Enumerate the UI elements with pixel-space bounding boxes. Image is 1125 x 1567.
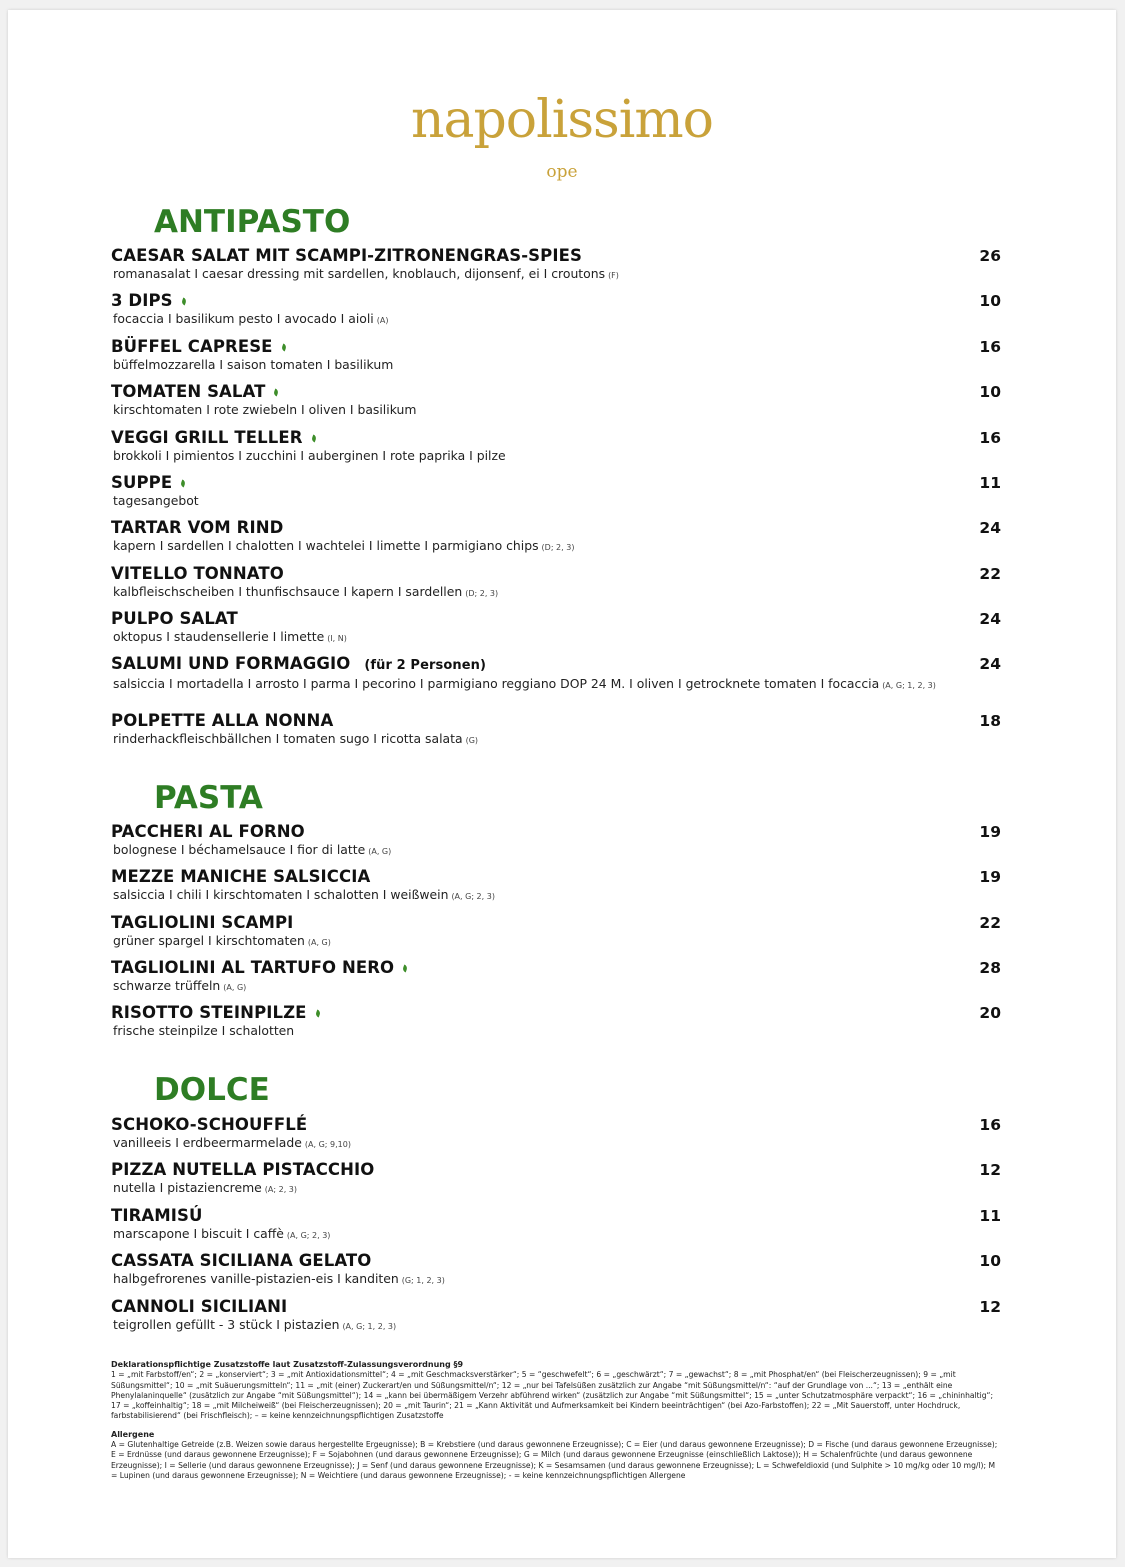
menu-item-allergens: (A, G) bbox=[223, 983, 247, 992]
menu-item-price: 16 bbox=[979, 338, 1001, 356]
menu-item-title-line bbox=[111, 1160, 1001, 1180]
menu-item-name: PACCHERI AL FORNO bbox=[111, 822, 305, 841]
menu-item bbox=[111, 711, 1001, 748]
menu-item bbox=[111, 1251, 1001, 1288]
leaf-icon bbox=[280, 344, 286, 352]
menu-item bbox=[111, 564, 1001, 601]
menu-item-title-line bbox=[111, 711, 1001, 731]
menu-item-title-line bbox=[111, 518, 1001, 538]
menu-item-price: 26 bbox=[979, 247, 1001, 265]
menu-item-name: VEGGI GRILL TELLER bbox=[111, 428, 303, 447]
menu-item-price: 20 bbox=[979, 1004, 1001, 1022]
menu-item-description: romanasalat I caesar dressing mit sardellen, knoblauch, dijonsenf, ei I croutons bbox=[113, 266, 606, 281]
menu-item-price: 12 bbox=[979, 1161, 1001, 1179]
leaf-icon bbox=[310, 435, 316, 443]
menu-item-price: 10 bbox=[979, 383, 1001, 401]
menu-item-description: kapern I sardellen I chalotten I wachtelei I limette I parmigiano chips bbox=[113, 538, 539, 553]
menu-item-name: TAGLIOLINI AL TARTUFO NERO bbox=[111, 958, 395, 977]
menu-item bbox=[111, 1297, 1001, 1334]
menu-item-description-line bbox=[113, 357, 943, 372]
menu-item-name: POLPETTE ALLA NONNA bbox=[111, 711, 334, 730]
menu-item-title-line bbox=[111, 822, 1001, 842]
additives-title: Deklarationspflichtige Zusatzstoffe laut Zusatzstoff-Zulassungsverordnung §9 bbox=[111, 1360, 464, 1369]
menu-item-price: 10 bbox=[979, 1252, 1001, 1270]
menu-page bbox=[8, 10, 1116, 1558]
menu-item-name: PULPO SALAT bbox=[111, 609, 238, 628]
menu-item-title-line bbox=[111, 382, 1001, 402]
menu-item-title-line bbox=[111, 1251, 1001, 1271]
menu-item bbox=[111, 822, 1001, 859]
menu-item-description: halbgefrorenes vanille-pistazien-eis I kanditen bbox=[113, 1271, 399, 1286]
menu-item-allergens: (A, G) bbox=[307, 938, 331, 947]
menu-item-price: 28 bbox=[979, 959, 1001, 977]
menu-item-allergens: (D; 2, 3) bbox=[465, 589, 499, 598]
menu-item-price: 11 bbox=[979, 1207, 1001, 1225]
menu-item-description-line bbox=[113, 1226, 943, 1243]
menu-item-name: TOMATEN SALAT bbox=[111, 382, 266, 401]
menu-item bbox=[111, 654, 1001, 693]
menu-item-name: SUPPE bbox=[111, 473, 173, 492]
menu-item-price: 11 bbox=[979, 474, 1001, 492]
menu-item-title-line bbox=[111, 609, 1001, 629]
menu-item bbox=[111, 913, 1001, 950]
menu-item-name: PIZZA NUTELLA PISTACCHIO bbox=[111, 1160, 375, 1179]
menu-item-title-line bbox=[111, 564, 1001, 584]
menu-item-price: 16 bbox=[979, 429, 1001, 447]
menu-item-title-line bbox=[111, 1115, 1001, 1135]
menu-item-note: (für 2 Personen) bbox=[364, 658, 487, 673]
menu-item-name: 3 DIPS bbox=[111, 291, 173, 310]
menu-item-title-line bbox=[111, 246, 1001, 266]
menu-item-title-line bbox=[111, 291, 1001, 311]
section-title: ANTIPASTO bbox=[154, 204, 351, 240]
menu-item-title-line bbox=[111, 1297, 1001, 1317]
menu-item-allergens: (A, G; 1, 2, 3) bbox=[882, 681, 936, 690]
menu-item-price: 10 bbox=[979, 292, 1001, 310]
menu-item-title-line bbox=[111, 428, 1001, 448]
menu-item-price: 19 bbox=[979, 823, 1001, 841]
leaf-icon bbox=[314, 1010, 320, 1018]
menu-item-name: VITELLO TONNATO bbox=[111, 564, 284, 583]
menu-item bbox=[111, 1115, 1001, 1152]
menu-item-description-line bbox=[113, 842, 943, 859]
menu-item-description: salsiccia I chili I kirschtomaten I schalotten I weißwein bbox=[113, 887, 449, 902]
menu-item-description-line bbox=[113, 629, 943, 646]
menu-item-allergens: (A, G; 9,10) bbox=[304, 1140, 351, 1149]
menu-item bbox=[111, 1003, 1001, 1038]
menu-item-title-line bbox=[111, 337, 1001, 357]
menu-item-title-line bbox=[111, 654, 1001, 676]
menu-item bbox=[111, 1206, 1001, 1243]
menu-item-allergens: (G) bbox=[465, 736, 479, 745]
menu-item bbox=[111, 609, 1001, 646]
menu-item-allergens: (D; 2, 3) bbox=[541, 543, 575, 552]
menu-item-description: büffelmozzarella I saison tomaten I basilikum bbox=[113, 357, 394, 372]
menu-item-description-line bbox=[113, 402, 943, 417]
menu-item-description-line bbox=[113, 1180, 943, 1197]
menu-item-name: CAESAR SALAT MIT SCAMPI-ZITRONENGRAS-SPIES bbox=[111, 246, 582, 265]
menu-item bbox=[111, 958, 1001, 995]
leaf-icon bbox=[180, 480, 186, 488]
menu-item-name: CANNOLI SICILIANI bbox=[111, 1297, 288, 1316]
menu-item-description-line bbox=[113, 266, 943, 283]
menu-item-allergens: (A; 2, 3) bbox=[264, 1185, 298, 1194]
menu-item-title-line bbox=[111, 867, 1001, 887]
menu-item-description-line bbox=[113, 493, 943, 508]
menu-item-description: nutella I pistaziencreme bbox=[113, 1180, 262, 1195]
menu-item-description: bolognese I béchamelsauce I fior di latte bbox=[113, 842, 366, 857]
menu-item-description-line bbox=[113, 1023, 943, 1038]
menu-item-name: BÜFFEL CAPRESE bbox=[111, 337, 273, 356]
menu-item-title-line bbox=[111, 1206, 1001, 1226]
menu-item-price: 24 bbox=[979, 519, 1001, 537]
menu-item-description: tagesangebot bbox=[113, 493, 199, 508]
menu-item-description-line bbox=[113, 978, 943, 995]
menu-item-description: salsiccia I mortadella I arrosto I parma I pecorino I parmigiano reggiano DOP 24 M. I oliven I getrocknete tomaten I focaccia bbox=[113, 676, 880, 691]
menu-item-description-line bbox=[113, 676, 943, 693]
menu-item-description-line bbox=[113, 311, 943, 328]
section-title: DOLCE bbox=[154, 1072, 270, 1108]
allergens-text: A = Glutenhaltige Getreide (z.B. Weizen sowie daraus hergestellte Ergeugnisse); B = Krebstiere (und daraus gewonnene Erzeugnisse); C = Eier (und daraus gewonnene Erzeugnisse); D = Fische (und daraus gewonnene Erzeugnisse); E = Erdnüsse (und daraus gewonnene Erzeugnisse); F = Sojabohnen (und daraus gewonnene Erzeugnisse); G = Milch (und daraus gewonnene Erzeugnisse (einschließlich Laktose)); H = Schalenfrüchte (und daraus gewonnene Erzeugnisse); I = Sellerie (und daraus gewonnene Erzeugnisse); J = Senf (und daraus gewonnene Erzeugnisse); K = Sesamsamen (und daraus gewonnene Erzeugnisse); L = Schwefeldioxid (und Sulphite > 10 mg/kg oder 10 mg/l); M = Lupinen (und daraus gewonnene Erzeugnisse); N = Weichtiere (und daraus gewonnene Erzeugnisse); - = keine kennzeichnungspflichtigen Allergene bbox=[111, 1440, 998, 1480]
menu-item-price: 22 bbox=[979, 914, 1001, 932]
menu-item-allergens: (G; 1, 2, 3) bbox=[401, 1276, 445, 1285]
menu-item-description: brokkoli I pimientos I zucchini I auberginen I rote paprika I pilze bbox=[113, 448, 506, 463]
menu-item-description: kirschtomaten I rote zwiebeln I oliven I basilikum bbox=[113, 402, 417, 417]
leaf-icon bbox=[181, 298, 187, 306]
menu-item bbox=[111, 382, 1001, 417]
allergens-title: Allergene bbox=[111, 1429, 155, 1439]
menu-item-price: 24 bbox=[979, 610, 1001, 628]
menu-item bbox=[111, 473, 1001, 508]
menu-item-name: TARTAR VOM RIND bbox=[111, 518, 284, 537]
menu-item-price: 19 bbox=[979, 868, 1001, 886]
menu-item-name: TAGLIOLINI SCAMPI bbox=[111, 913, 294, 932]
legal-notes bbox=[111, 1360, 1001, 1481]
menu-item-allergens: (A, G; 2, 3) bbox=[286, 1231, 331, 1240]
menu-item-description: focaccia I basilikum pesto I avocado I aioli bbox=[113, 311, 374, 326]
menu-item-price: 24 bbox=[979, 655, 1001, 673]
menu-item-allergens: (A, G; 1, 2, 3) bbox=[342, 1322, 397, 1331]
menu-item-description: frische steinpilze I schalotten bbox=[113, 1023, 295, 1038]
menu-item-price: 12 bbox=[979, 1298, 1001, 1316]
menu-item bbox=[111, 518, 1001, 555]
menu-item-allergens: (A) bbox=[376, 316, 389, 325]
menu-item-description-line bbox=[113, 887, 943, 904]
menu-item-title-line bbox=[111, 913, 1001, 933]
menu-item-price: 16 bbox=[979, 1116, 1001, 1134]
menu-item-description: teigrollen gefüllt - 3 stück I pistazien bbox=[113, 1317, 340, 1332]
menu-item-description: vanilleeis I erdbeermarmelade bbox=[113, 1135, 302, 1150]
menu-item-price: 22 bbox=[979, 565, 1001, 583]
menu-item-description: grüner spargel I kirschtomaten bbox=[113, 933, 305, 948]
menu-item-description: kalbfleischscheiben I thunfischsauce I kapern I sardellen bbox=[113, 584, 463, 599]
menu-item-description: oktopus I staudensellerie I limette bbox=[113, 629, 325, 644]
menu-item-description-line bbox=[113, 731, 943, 748]
menu-item bbox=[111, 337, 1001, 372]
menu-item-description-line bbox=[113, 584, 943, 601]
section-title: PASTA bbox=[154, 780, 263, 816]
leaf-icon bbox=[273, 389, 279, 397]
menu-item bbox=[111, 1160, 1001, 1197]
menu-item-price: 18 bbox=[979, 712, 1001, 730]
menu-item bbox=[111, 246, 1001, 283]
menu-item-description-line bbox=[113, 448, 943, 463]
menu-item-name: MEZZE MANICHE SALSICCIA bbox=[111, 867, 371, 886]
menu-item-description-line bbox=[113, 1135, 943, 1152]
brand-logo: napolissimo bbox=[411, 90, 713, 150]
menu-item-name: CASSATA SICILIANA GELATO bbox=[111, 1251, 372, 1270]
menu-item bbox=[111, 291, 1001, 328]
brand-subtitle: ope bbox=[546, 162, 578, 182]
menu-item bbox=[111, 867, 1001, 904]
menu-item-description: marscapone I biscuit I caffè bbox=[113, 1226, 284, 1241]
menu-item-allergens: (A, G) bbox=[368, 847, 392, 856]
menu-item-title-line bbox=[111, 1003, 1001, 1023]
menu-item-name: SALUMI UND FORMAGGIO bbox=[111, 654, 351, 673]
menu-item-title-line bbox=[111, 958, 1001, 978]
menu-item-description: schwarze trüffeln bbox=[113, 978, 221, 993]
menu-item-allergens: (F) bbox=[608, 271, 619, 280]
menu-item-description-line bbox=[113, 933, 943, 950]
menu-item-allergens: (A, G; 2, 3) bbox=[451, 892, 495, 901]
menu-item-description-line bbox=[113, 538, 943, 555]
menu-item-description-line bbox=[113, 1271, 943, 1288]
leaf-icon bbox=[402, 965, 408, 973]
menu-item bbox=[111, 428, 1001, 463]
menu-item-name: SCHOKO-SCHOUFFLÉ bbox=[111, 1115, 308, 1134]
additives-text: 1 = „mit Farbstoff/en“; 2 = „konserviert“; 3 = „mit Antioxidationsmittel“; 4 = „mit Geschmacksverstärker“; 5 = “geschwefelt“; 6 = „geschwärzt“; 7 = „gewachst“; 8 = „mit Phosphat/en“ (bei Fleischerzeugnissen); 9 = „mit Süßungsmittel“; 10 = „mit Suäuerungsmitteln“; 11 = „mit (einer) Zuckerart/en und Süßungsmittel/n“; 12 = „nur bei Tafelsüßen zusätzlich zur Angabe “mit Süßungsmittel/n“: “auf der Grundlage von ...“; 13 = „enthält eine Phenylalaninquelle“ (zusätzlich zur Angabe “mit Süßungsmittel“); 14 = „kann bei übermäßigem Verzehr abführend wirken“ (zusätzlich zur Angabe “mit Süßungsmittel“; 15 = „unter Schutzatmosphäre verpackt“; 16 = „chininhaltig“; 17 = „koffeinhaltig“; 18 = „mit Milcheiweiß“ (bei Fleischerzeugnissen); 20 = „mit Taurin“; 21 = „Kann Aktivität und Aufmerksamkeit bei Kindern beeinträchtigen“ (bei Azo-Farbstoffen); 22 = „Mit Sauerstoff, unter Hochdruck, farbstabilisierend“ (bei Frischfleisch); – = keine kennzeichnungspflichtigen Zusatzstoffe bbox=[111, 1370, 994, 1421]
menu-item-name: TIRAMISÚ bbox=[111, 1206, 203, 1225]
menu-item-description: rinderhackfleischbällchen I tomaten sugo I ricotta salata bbox=[113, 731, 463, 746]
menu-item-allergens: (I, N) bbox=[327, 634, 347, 643]
menu-item-title-line bbox=[111, 473, 1001, 493]
menu-item-description-line bbox=[113, 1317, 943, 1334]
menu-item-name: RISOTTO STEINPILZE bbox=[111, 1003, 307, 1022]
